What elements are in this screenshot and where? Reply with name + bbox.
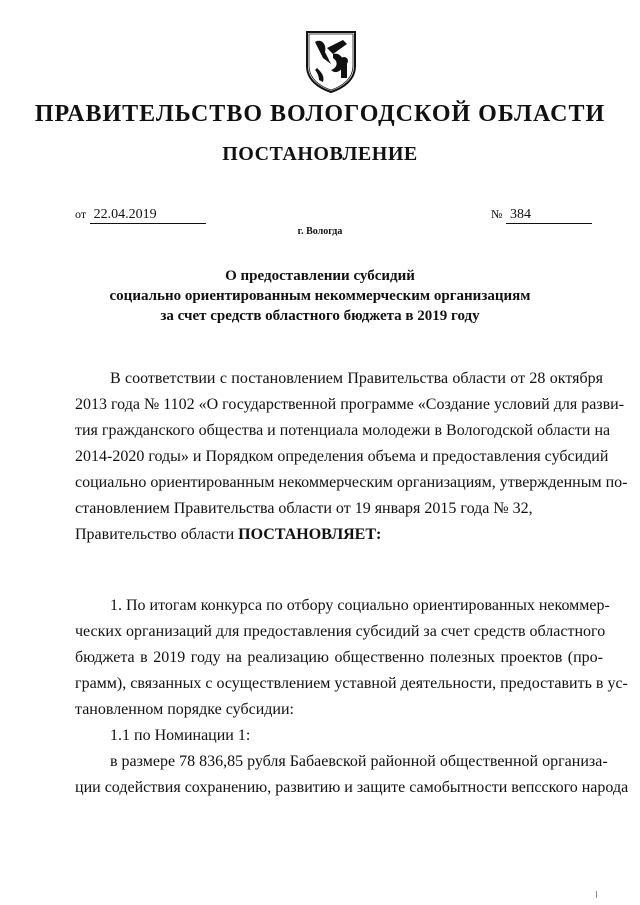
- resolve-line: [75, 525, 603, 545]
- preamble-line: 2013 года № 1102 «О государственной программе «Создание условий для разви-: [75, 396, 625, 413]
- document-heading: [0, 266, 640, 326]
- amount-line: ции содействия сохранению, развитию и защите самобытности вепсского народа: [75, 779, 629, 796]
- date-field: [75, 207, 206, 224]
- heading-line: социально ориентированным некоммерческим организациям: [109, 288, 531, 304]
- document-type: ПОСТАНОВЛЕНИЕ: [222, 143, 418, 165]
- heading-line: О предоставлении субсидий: [225, 268, 415, 284]
- clause-line: грамм), связанных с осуществлением уставной деятельности, предоставить в ус-: [75, 675, 628, 692]
- clause-line: тановленном порядке субсидии:: [75, 701, 294, 718]
- city-label: г. Вологда: [297, 226, 343, 237]
- preamble-line: 2014-2020 годы» и Порядком определения объема и предоставления субсидий: [75, 448, 609, 465]
- date-label: от: [75, 207, 87, 221]
- number-label: №: [491, 207, 503, 221]
- amount-line: в размере 78 836,85 рубля Бабаевской районной общественной организа-: [110, 753, 608, 770]
- subclause-line: 1.1 по Номинации 1:: [110, 727, 251, 744]
- heading-line: за счет средств областного бюджета в 2019 году: [160, 308, 480, 324]
- preamble-line: В соответствии с постановлением Правительства области от 28 октября: [110, 370, 603, 387]
- number-field: [491, 207, 592, 224]
- clause-line: ческих организаций для предоставления субсидий за счет средств областного: [75, 623, 606, 640]
- clause-line: бюджета в 2019 году на реализацию общественно полезных проектов (про-: [75, 649, 603, 666]
- scan-mark: [596, 891, 597, 898]
- preamble-line: социально ориентированным некоммерческим организациям, утвержденным по-: [75, 474, 628, 491]
- government-title: ПРАВИТЕЛЬСТВО ВОЛОГОДСКОЙ ОБЛАСТИ: [34, 101, 606, 127]
- coat-of-arms-emblem: [303, 28, 359, 94]
- resolve-prefix: Правительство области: [75, 526, 239, 543]
- date-value: 22.04.2019: [90, 207, 206, 224]
- preamble-line: становлением Правительства области от 19 января 2015 года № 32,: [75, 500, 533, 517]
- preamble-line: тия гражданского общества и потенциала молодежи в Вологодской области на: [75, 422, 611, 439]
- clause-line: 1. По итогам конкурса по отбору социально ориентированных некоммер-: [110, 597, 610, 614]
- number-value: 384: [506, 207, 592, 224]
- resolve-word: ПОСТАНОВЛЯЕТ:: [238, 526, 382, 543]
